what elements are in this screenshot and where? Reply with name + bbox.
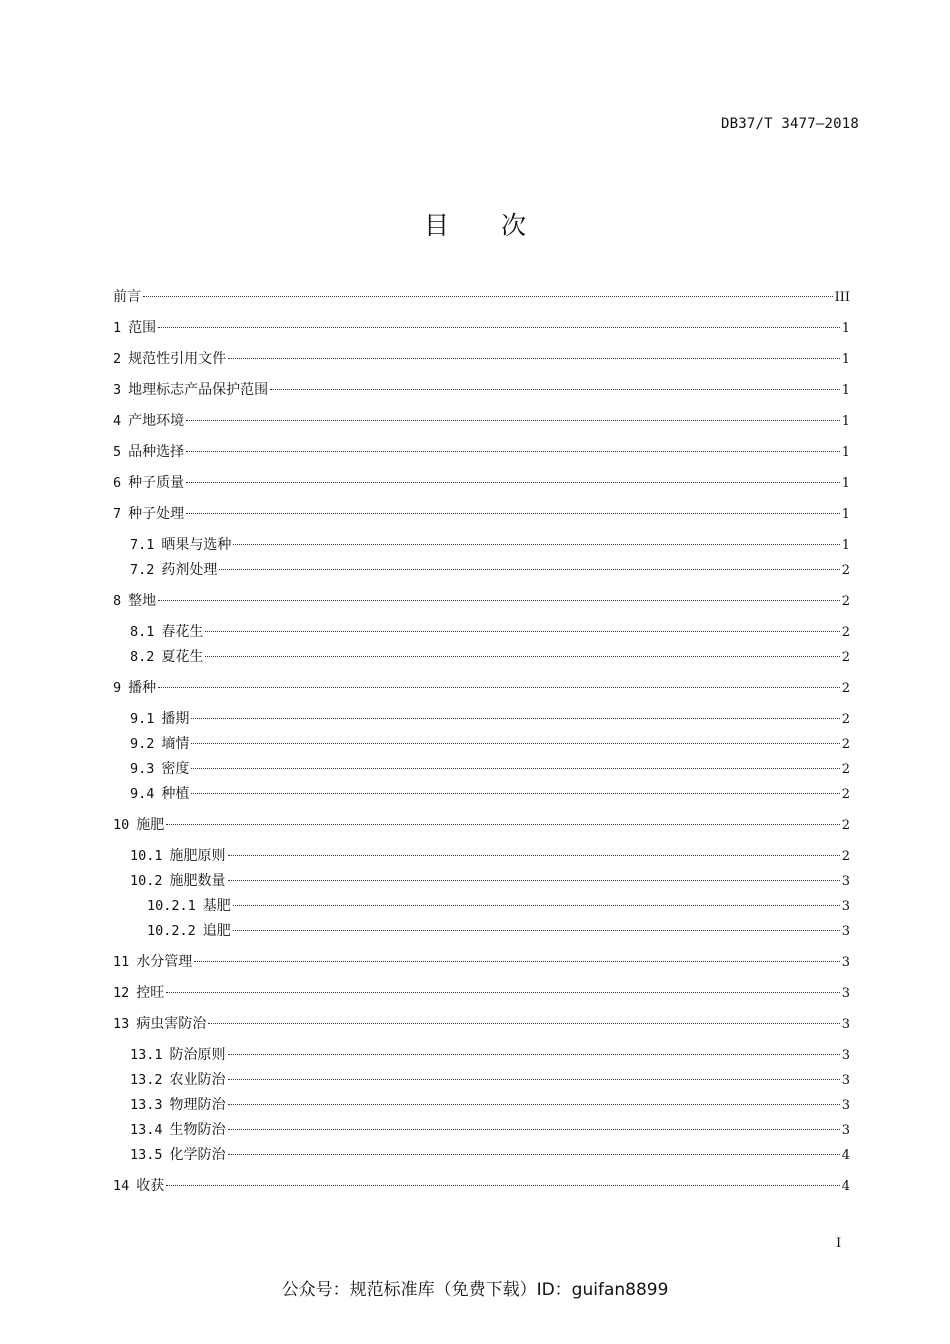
toc-entry-page: 2 xyxy=(841,762,850,777)
toc-entry[interactable] xyxy=(113,318,850,338)
toc-entry-label: 病虫害防治 xyxy=(136,1016,207,1032)
toc-entry-number: 9 xyxy=(113,680,122,696)
toc-entry-number: 13.1 xyxy=(130,1047,163,1063)
toc-entry-number: 10.2 xyxy=(130,873,163,889)
toc-entry-page: 1 xyxy=(841,476,850,491)
toc-entry[interactable] xyxy=(113,952,850,972)
toc-entry-label: 整地 xyxy=(128,593,157,609)
toc-entry-label: 基肥 xyxy=(202,898,231,914)
toc-entry[interactable] xyxy=(113,591,850,611)
toc-entry-label: 物理防治 xyxy=(169,1097,226,1113)
toc-entry-number: 3 xyxy=(113,382,122,398)
toc-dot-leader xyxy=(194,949,839,962)
toc-entry-number: 1 xyxy=(113,320,122,336)
toc-entry[interactable] xyxy=(113,1176,850,1196)
toc-entry-label: 施肥 xyxy=(136,817,165,833)
toc-entry[interactable] xyxy=(113,287,850,307)
toc-entry[interactable] xyxy=(113,983,850,1003)
toc-entry-label: 农业防治 xyxy=(169,1072,226,1088)
toc-dot-leader xyxy=(143,284,833,297)
toc-entry-number: 14 xyxy=(113,1178,130,1194)
toc-entry-number: 10 xyxy=(113,817,130,833)
toc-entry-page: 3 xyxy=(841,1017,850,1032)
toc-entry-label: 密度 xyxy=(161,761,190,777)
toc-entry-page: 2 xyxy=(841,818,850,833)
toc-entry[interactable] xyxy=(113,349,850,369)
toc-entry-number: 6 xyxy=(113,475,122,491)
toc-dot-leader xyxy=(166,1173,839,1186)
toc-entry[interactable] xyxy=(130,1095,850,1115)
toc-dot-leader xyxy=(228,868,840,881)
toc-dot-leader xyxy=(208,1011,839,1024)
toc-entry-number: 8.1 xyxy=(130,624,155,640)
toc-entry-page: 3 xyxy=(841,1123,850,1138)
toc-entry[interactable] xyxy=(130,846,850,866)
toc-dot-leader xyxy=(186,501,840,514)
toc-entry-number: 8 xyxy=(113,593,122,609)
toc-dot-leader xyxy=(158,675,840,688)
toc-entry[interactable] xyxy=(130,709,850,729)
toc-entry-page: 2 xyxy=(841,594,850,609)
toc-entry-number: 13.3 xyxy=(130,1097,163,1113)
toc-entry-number: 13.5 xyxy=(130,1147,163,1163)
toc-dot-leader xyxy=(186,470,840,483)
toc-entry-number: 10.2.1 xyxy=(147,898,196,914)
toc-entry-label: 墒情 xyxy=(161,736,190,752)
toc-entry[interactable] xyxy=(113,473,850,493)
toc-dot-leader xyxy=(158,588,840,601)
toc-entry-label: 范围 xyxy=(128,320,157,336)
toc-dot-leader xyxy=(158,315,840,328)
toc-entry-page: 3 xyxy=(841,1048,850,1063)
toc-entry-label: 化学防治 xyxy=(169,1147,226,1163)
toc-entry-label: 种子处理 xyxy=(128,506,185,522)
toc-dot-leader xyxy=(186,408,840,421)
toc-dot-leader xyxy=(228,1042,840,1055)
toc-entry-number: 13.2 xyxy=(130,1072,163,1088)
toc-entry[interactable] xyxy=(130,535,850,555)
toc-dot-leader xyxy=(205,619,839,632)
toc-entry-page: 3 xyxy=(841,1098,850,1113)
toc-entry-page: 1 xyxy=(841,414,850,429)
toc-entry[interactable] xyxy=(147,896,850,916)
toc-dot-leader xyxy=(191,731,839,744)
toc-entry[interactable] xyxy=(113,678,850,698)
toc-dot-leader xyxy=(186,439,840,452)
toc-entry-number: 4 xyxy=(113,413,122,429)
toc-dot-leader xyxy=(228,1067,840,1080)
toc-entry-label: 施肥原则 xyxy=(169,848,226,864)
toc-entry-label: 产地环境 xyxy=(128,413,185,429)
footer-note: 公众号：规范标准库（免费下载）ID：guifan8899 xyxy=(281,1280,669,1300)
toc-entry[interactable] xyxy=(113,442,850,462)
toc-entry-page: 3 xyxy=(841,874,850,889)
title-char-1: 目 xyxy=(423,211,449,240)
toc-entry-page: 3 xyxy=(841,924,850,939)
toc-entry[interactable] xyxy=(130,1045,850,1065)
toc-entry-label: 控旺 xyxy=(136,985,165,1001)
toc-entry-number: 5 xyxy=(113,444,122,460)
document-code: DB37/T 3477—2018 xyxy=(720,116,859,132)
toc-dot-leader xyxy=(166,812,839,825)
toc-entry-page: 4 xyxy=(841,1179,850,1194)
toc-dot-leader xyxy=(228,1142,840,1155)
toc-entry-label: 水分管理 xyxy=(136,954,193,970)
toc-entry-number: 8.2 xyxy=(130,649,155,665)
toc-dot-leader xyxy=(191,756,839,769)
toc-dot-leader xyxy=(233,918,840,931)
toc-entry-page: 2 xyxy=(841,681,850,696)
toc-entry[interactable] xyxy=(130,647,850,667)
toc-entry-page: 3 xyxy=(841,1073,850,1088)
toc-entry-page: 1 xyxy=(841,538,850,553)
toc-entry-page: 3 xyxy=(841,955,850,970)
toc-entry-label: 种子质量 xyxy=(128,475,185,491)
toc-entry-number: 9.1 xyxy=(130,711,155,727)
toc-entry-label: 施肥数量 xyxy=(169,873,226,889)
toc-entry-page: 3 xyxy=(841,899,850,914)
toc-dot-leader xyxy=(228,843,840,856)
toc-entry[interactable] xyxy=(130,759,850,779)
toc-entry-page: 2 xyxy=(841,563,850,578)
toc-dot-leader xyxy=(166,980,839,993)
toc-entry-number: 11 xyxy=(113,954,130,970)
toc-entry-page: 3 xyxy=(841,986,850,1001)
toc-entry[interactable] xyxy=(113,1014,850,1034)
toc-entry[interactable] xyxy=(130,871,850,891)
toc-dot-leader xyxy=(228,346,840,359)
toc-dot-leader xyxy=(205,644,839,657)
toc-entry[interactable] xyxy=(113,380,850,400)
toc-entry-label: 春花生 xyxy=(161,624,204,640)
toc-entry-number: 9.3 xyxy=(130,761,155,777)
toc-entry-page: 2 xyxy=(841,787,850,802)
toc-entry-number: 7.1 xyxy=(130,537,155,553)
toc-entry-number: 10.1 xyxy=(130,848,163,864)
toc-entry-page: 4 xyxy=(841,1148,850,1163)
title-char-2: 次 xyxy=(501,211,527,240)
toc-entry[interactable] xyxy=(113,504,850,524)
toc-entry-page: 2 xyxy=(841,650,850,665)
toc-entry[interactable] xyxy=(130,1070,850,1090)
toc-entry-page: 2 xyxy=(841,737,850,752)
page-number: I xyxy=(836,1236,842,1251)
toc-entry-label: 药剂处理 xyxy=(161,562,218,578)
toc-entry-label: 生物防治 xyxy=(169,1122,226,1138)
toc-entry[interactable] xyxy=(147,921,850,941)
toc-entry-label: 追肥 xyxy=(202,923,231,939)
toc-entry-number: 13.4 xyxy=(130,1122,163,1138)
toc-dot-leader xyxy=(228,1117,840,1130)
toc-entry-label: 播期 xyxy=(161,711,190,727)
toc-dot-leader xyxy=(270,377,840,390)
toc-entry-label: 播种 xyxy=(128,680,157,696)
toc-dot-leader xyxy=(233,893,840,906)
toc-entry-number: 7.2 xyxy=(130,562,155,578)
toc-entry-page: 1 xyxy=(841,445,850,460)
toc-entry-label: 品种选择 xyxy=(128,444,185,460)
toc-entry[interactable] xyxy=(113,815,850,835)
toc-entry-page: 2 xyxy=(841,712,850,727)
toc-entry-label: 防治原则 xyxy=(169,1047,226,1063)
toc-entry-label: 前言 xyxy=(113,289,141,305)
toc-entry-label: 夏花生 xyxy=(161,649,204,665)
toc-entry-label: 地理标志产品保护范围 xyxy=(128,382,269,398)
toc-entry-number: 9.4 xyxy=(130,786,155,802)
toc-dot-leader xyxy=(191,781,839,794)
toc-entry[interactable] xyxy=(130,1145,850,1165)
toc-entry-number: 13 xyxy=(113,1016,130,1032)
toc-dot-leader xyxy=(219,557,839,570)
toc-entry[interactable] xyxy=(130,622,850,642)
toc-entry[interactable] xyxy=(130,560,850,580)
toc-entry-page: 2 xyxy=(841,849,850,864)
toc-dot-leader xyxy=(191,706,839,719)
toc-entry-page: 1 xyxy=(841,507,850,522)
toc-entry-number: 12 xyxy=(113,985,130,1001)
toc-entry[interactable] xyxy=(130,1120,850,1140)
toc-entry-number: 9.2 xyxy=(130,736,155,752)
toc-entry-number: 10.2.2 xyxy=(147,923,196,939)
toc-entry-label: 收获 xyxy=(136,1178,165,1194)
toc-entry-number: 7 xyxy=(113,506,122,522)
toc-entry-label: 晒果与选种 xyxy=(161,537,232,553)
toc-entry-label: 规范性引用文件 xyxy=(128,351,227,367)
toc-entry-page: 1 xyxy=(841,352,850,367)
toc-dot-leader xyxy=(233,532,839,545)
toc-entry-number: 2 xyxy=(113,351,122,367)
toc-entry[interactable] xyxy=(130,734,850,754)
toc-entry-label: 种植 xyxy=(161,786,190,802)
toc-entry-page: III xyxy=(834,290,850,305)
toc-dot-leader xyxy=(228,1092,840,1105)
toc-entry[interactable] xyxy=(130,784,850,804)
toc-entry[interactable] xyxy=(113,411,850,431)
toc-entry-page: 1 xyxy=(841,383,850,398)
toc-entry-page: 1 xyxy=(841,321,850,336)
toc-entry-page: 2 xyxy=(841,625,850,640)
